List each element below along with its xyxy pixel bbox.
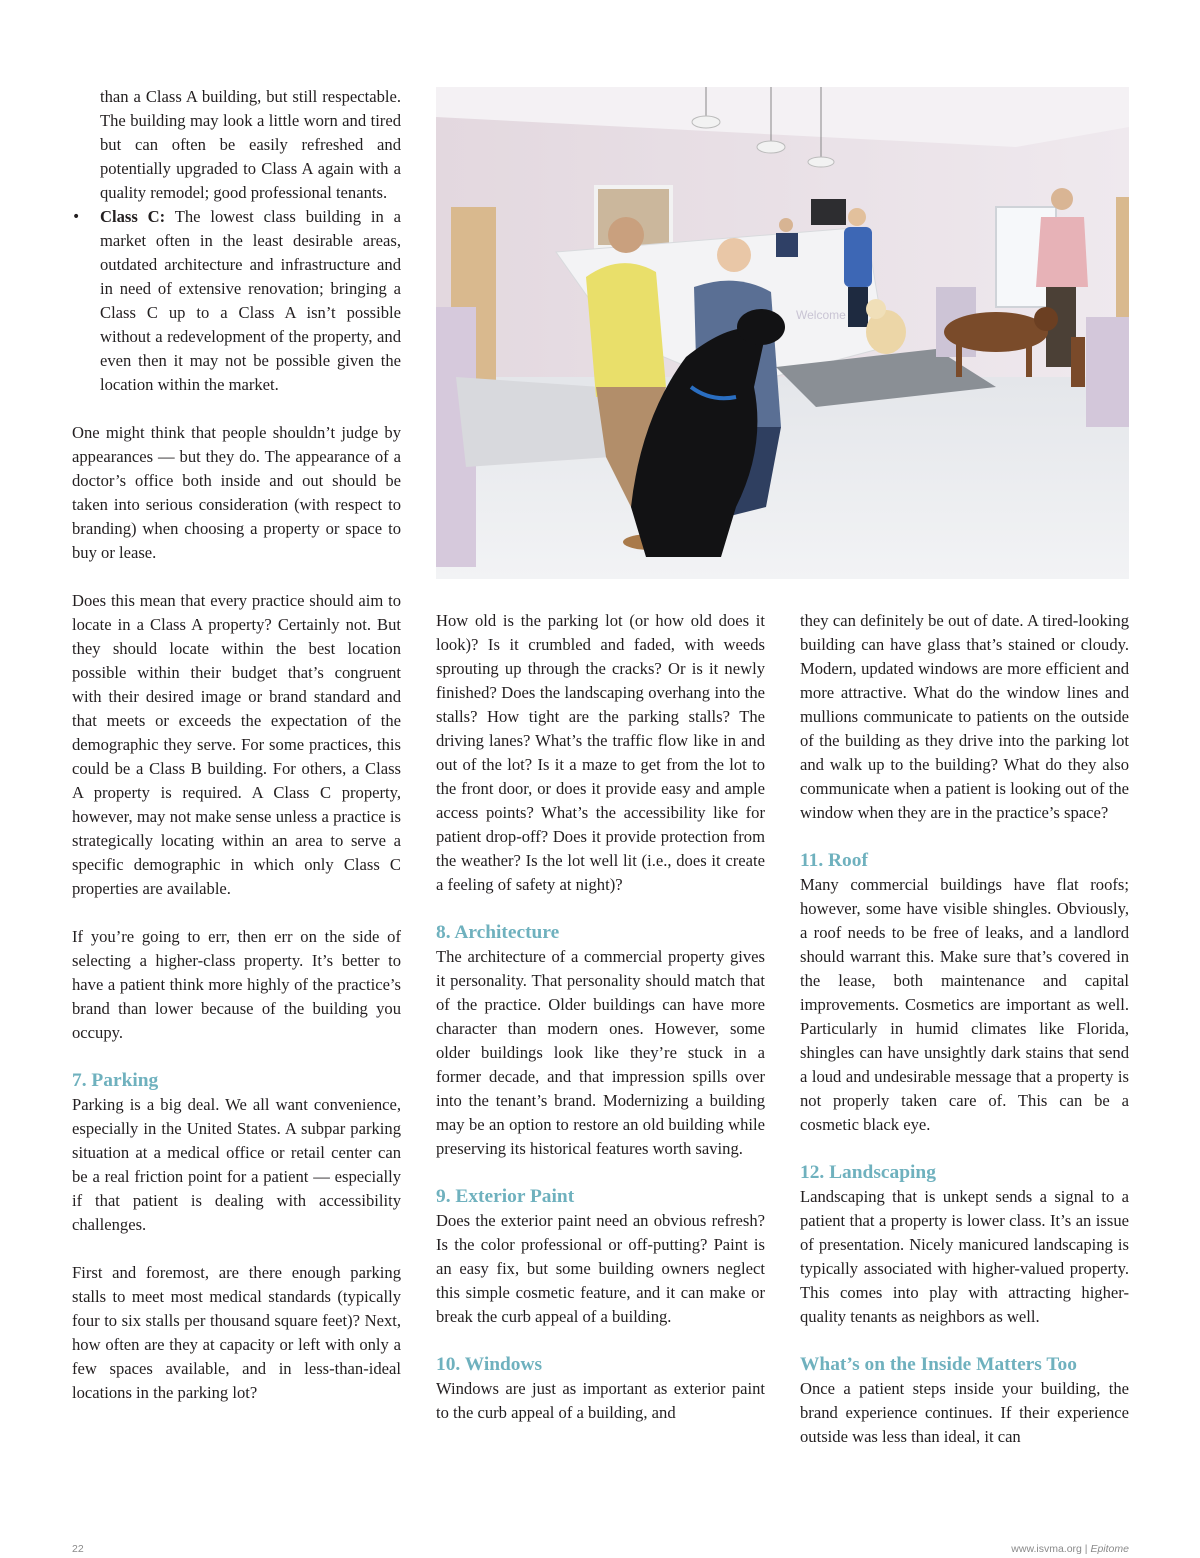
class-b-continuation: than a Class A building, but still respectable. The building may look a little worn and tired but can often be easily refreshed and potentially upgraded to Class A again with a quality remodel; good professional tenants. (100, 87, 401, 202)
paragraph-architecture: The architecture of a commercial property gives it personality. That personality should match that of the practice. Older buildings can have more character than modern ones. However, some older buildings look like they’re stuck in a former decade, and that impression spills over into the tenant’s brand. Modernizing a building may be an option to restore an old building while preserving its historical features worth saving. (436, 947, 765, 1158)
paragraph-appearances: One might think that people shouldn’t judge by appearances — but they do. The appearance of a doctor’s office both inside and out should be taken into serious consideration (with respect to branding) when choosing a property or space to buy or lease. (72, 423, 401, 562)
heading-windows: 10. Windows (436, 1354, 543, 1375)
heading-exterior-paint: 9. Exterior Paint (436, 1186, 575, 1207)
heading-landscaping: 12. Landscaping (800, 1162, 936, 1183)
paragraph-parking-stalls: First and foremost, are there enough parking stalls to meet most medical standards (typically four to six stalls per thousand square feet)? Next, how often are they at capacity or left with only a few spaces available, and in less-than-ideal locations in the parking lot? (72, 1263, 401, 1402)
heading-inside-matters: What’s on the Inside Matters Too (800, 1354, 1077, 1375)
heading-architecture: 8. Architecture (436, 922, 560, 943)
paragraph-err: If you’re going to err, then err on the side of selecting a higher-class property. It’s better to have a patient think more highly of the practice’s brand than lower because of the building you occupy. (72, 927, 401, 1042)
paragraph-windows: Windows are just as important as exterior paint to the curb appeal of a building, and (436, 1379, 765, 1422)
paragraph-class-a: Does this mean that every practice should aim to locate in a Class A property? Certainly not. But they should locate within the best location possible within their budget that’s congruent with their desired image or brand standard and that meets or exceeds the expectation of the demographic they serve. For some practices, this could be a Class B building. For others, a Class A property is required. A Class C property, however, may not make sense unless a practice is strategically locating within an area to serve a specific demographic in which only Class C properties are available. (72, 591, 401, 898)
paragraph-landscaping: Landscaping that is unkept sends a signal to a patient that a property is lower class. It’s an issue of presentation. Nicely manicured landscaping is typically associated with higher-valued property. This comes into play with attracting higher-quality tenants as neighbors as well. (800, 1187, 1129, 1326)
paragraph-roof: Many commercial buildings have flat roofs; however, some have visible shingles. Obviously, a roof needs to be free of leaks, and a landlord should warrant this. Make sure that’s covered in the lease, both maintenance and capital improvements. Cosmetics are important as well. Particularly in humid climates like Florida, shingles can have unsightly dark stains that send a loud and undesirable message that a property is not properly taken care of. This can be a cosmetic black eye. (800, 875, 1129, 1134)
bench-seat (456, 377, 611, 467)
reception-sign: Welcome (796, 308, 846, 322)
page-number: 22 (72, 1543, 84, 1555)
class-c-label: Class C: (100, 207, 166, 226)
column-right (800, 609, 1129, 1449)
column-middle (436, 609, 765, 1425)
bench-backrest-right (1086, 317, 1129, 427)
heading-parking: 7. Parking (72, 1070, 159, 1091)
paragraph-windows-cont: they can definitely be out of date. A tired-looking building can have glass that’s stained or cloudy. Modern, updated windows are more efficient and more attractive. What do the window lines and mullions communicate to patients on the outside of the building as they drive into the parking lot and walk up to the building? What do they also communicate when a patient is looking out of the window when they are in the practice’s space? (800, 611, 1129, 822)
footer-publication: Epitome (1090, 1543, 1129, 1555)
class-c-bullet (100, 205, 401, 397)
building-class-list (72, 85, 401, 397)
paragraph-parking-lot: How old is the parking lot (or how old does it look)? Is it crumbled and faded, with weeds sprouting up through the cracks? Or is it newly finished? Does the landscaping overhang into the stalls? How tight are the parking stalls? The driving lanes? What’s the traffic flow like in and out of the lot? Is it a maze to get from the lot to the front door, or does it provide easy and ample access points? What’s the accessibility like for patient drop-off? Does it provide protection from the weather? Is the lot well lit (i.e., does it create a feeling of safety at night)? (436, 611, 765, 894)
column-left (72, 85, 401, 1429)
heading-roof: 11. Roof (800, 850, 868, 871)
class-c-text: The lowest class building in a market often in the least desirable areas, outdated architecture and infrastructure and in need of extensive renovation; bringing a Class C up to a Class A isn’t possible without a redevelopment of the property, and even then it may not be possible given the location within the market. (100, 207, 402, 394)
clinic-reception-photo (436, 87, 1129, 579)
wall-tv (811, 199, 846, 225)
footer-site: www.isvma.org | (1011, 1543, 1091, 1555)
paragraph-exterior-paint: Does the exterior paint need an obvious refresh? Is the color professional or off-putting? Paint is an easy fix, but some building owners neglect this simple cosmetic feature, and it can make or break the curb appeal of a building. (436, 1211, 765, 1326)
footer-credit (1011, 1543, 1129, 1555)
paragraph-inside: Once a patient steps inside your building, the brand experience continues. If their experience outside was less than ideal, it can (800, 1379, 1129, 1446)
paragraph-parking: Parking is a big deal. We all want convenience, especially in the United States. A subpar parking situation at a medical office or retail center can be a real friction point for a patient — especially if that patient is dealing with accessibility challenges. (72, 1095, 401, 1234)
